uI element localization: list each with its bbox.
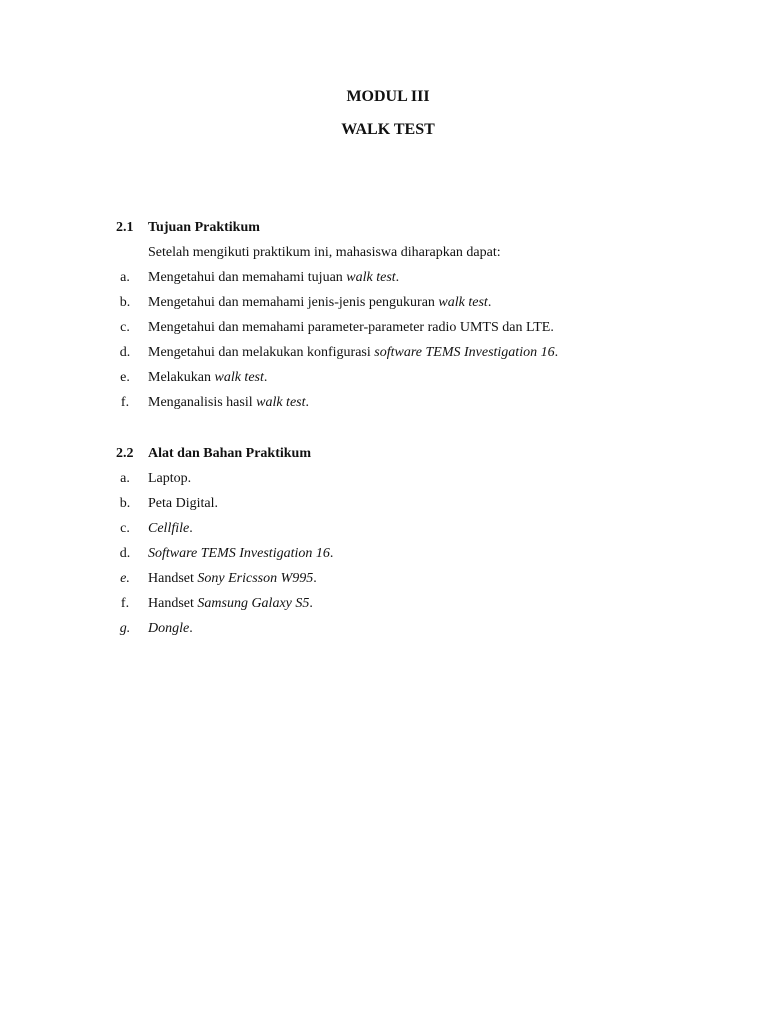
list-item: Dongle. (148, 621, 193, 636)
list-item: Menganalisis hasil walk test. (148, 395, 309, 410)
list-item-marker: e. (120, 370, 130, 385)
section-1-number: 2.1 (116, 220, 134, 235)
list-item-marker: d. (119, 546, 131, 561)
list-item: Peta Digital. (148, 496, 218, 511)
module-title: WALK TEST (341, 121, 435, 138)
list-item-marker: e. (120, 571, 130, 586)
module-heading: MODUL III (346, 88, 430, 105)
section-1-intro: Setelah mengikuti praktikum ini, mahasiswa diharapkan dapat: (148, 245, 501, 260)
section-2-title: Alat dan Bahan Praktikum (148, 446, 311, 461)
list-item: Mengetahui dan melakukan konfigurasi software TEMS Investigation 16. (148, 345, 559, 360)
list-item-marker: c. (120, 320, 130, 335)
list-item: Handset Samsung Galaxy S5. (148, 596, 313, 611)
list-item: Software TEMS Investigation 16. (148, 546, 334, 561)
list-item-marker: a. (120, 471, 130, 486)
list-item: Laptop. (148, 471, 192, 486)
section-2-number: 2.2 (116, 446, 134, 461)
list-item-marker: b. (119, 295, 131, 310)
list-item: Melakukan walk test. (148, 370, 268, 385)
list-item: Mengetahui dan memahami parameter-parameter radio UMTS dan LTE. (148, 320, 554, 335)
list-item: Handset Sony Ericsson W995. (148, 571, 317, 586)
list-item-marker: f. (120, 395, 130, 410)
section-1-title: Tujuan Praktikum (148, 220, 260, 235)
list-item-marker: f. (120, 596, 130, 611)
list-item-marker: c. (120, 521, 130, 536)
list-item: Mengetahui dan memahami tujuan walk test. (148, 270, 400, 285)
list-item-marker: a. (120, 270, 130, 285)
list-item-marker: d. (119, 345, 131, 360)
list-item: Cellfile. (148, 521, 193, 536)
list-item: Mengetahui dan memahami jenis-jenis pengukuran walk test. (148, 295, 492, 310)
list-item-marker: g. (119, 621, 131, 636)
list-item-marker: b. (119, 496, 131, 511)
